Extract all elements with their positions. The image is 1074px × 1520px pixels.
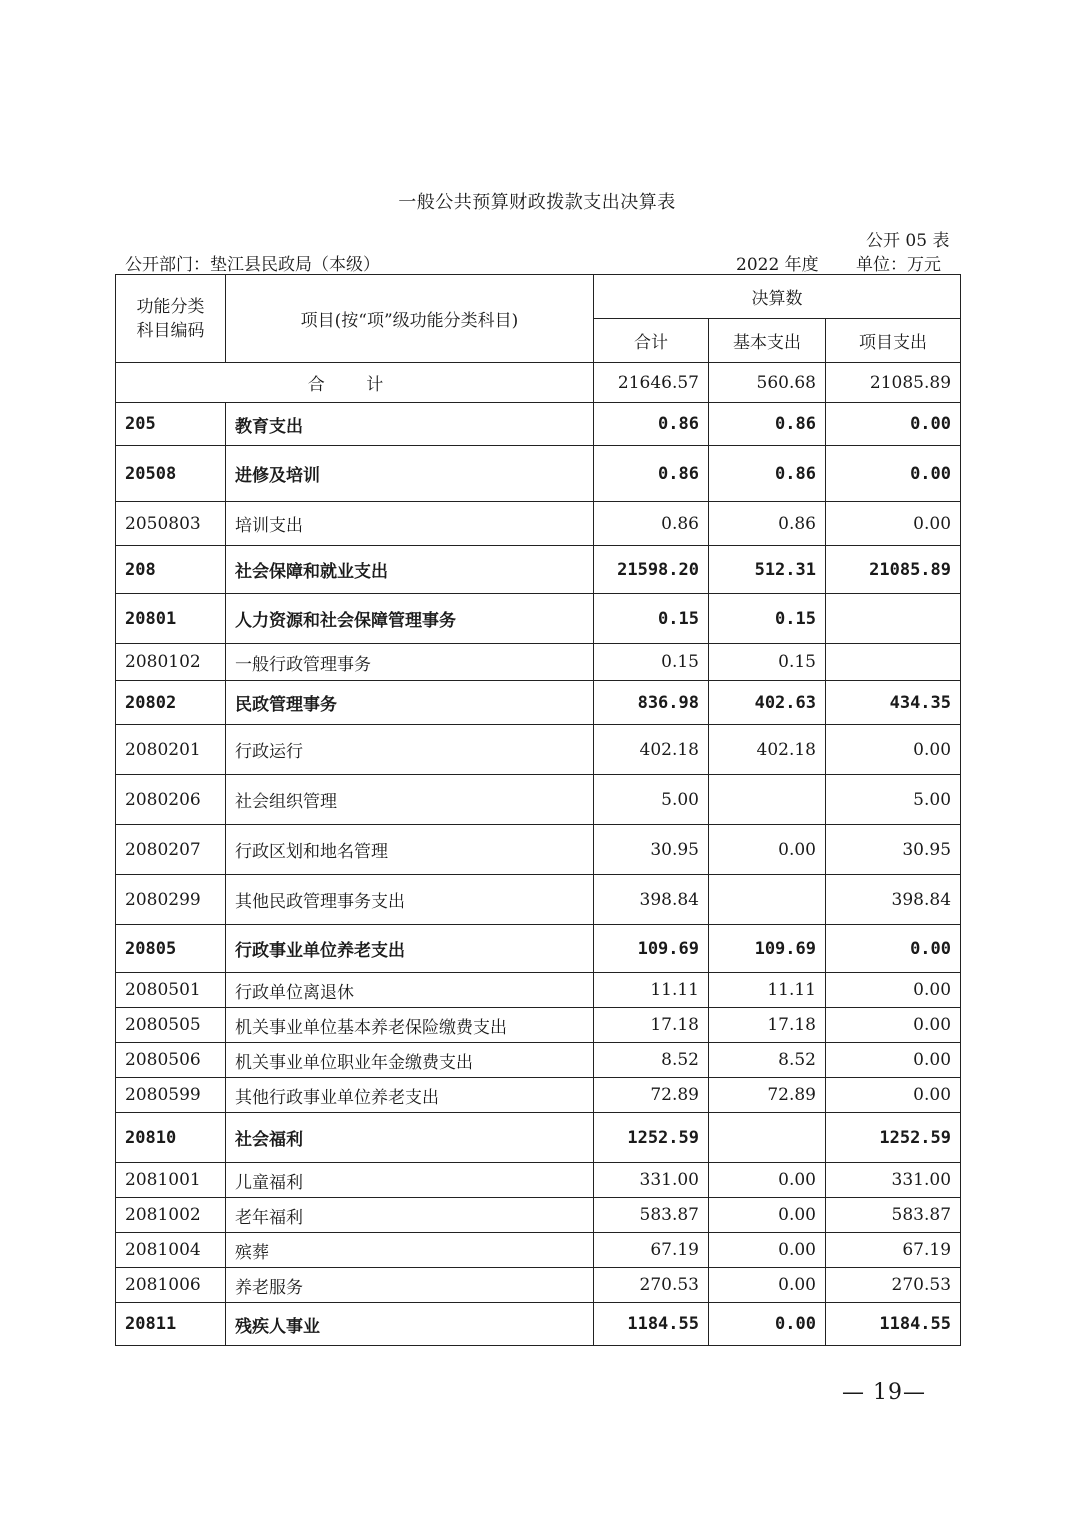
row-name: 进修及培训 <box>226 446 594 502</box>
row-project: 0.00 <box>826 502 961 546</box>
row-project: 434.35 <box>826 681 961 725</box>
row-total: 583.87 <box>594 1198 709 1233</box>
row-name: 老年福利 <box>226 1198 594 1233</box>
header-total: 合计 <box>594 319 709 363</box>
row-basic: 0.00 <box>709 1303 826 1346</box>
row-code: 2080506 <box>116 1043 226 1078</box>
table-row <box>116 775 961 825</box>
row-code: 208 <box>116 546 226 594</box>
row-name: 培训支出 <box>226 502 594 546</box>
row-name: 行政运行 <box>226 725 594 775</box>
header-basic: 基本支出 <box>709 319 826 363</box>
row-name: 机关事业单位基本养老保险缴费支出 <box>226 1008 594 1043</box>
header-project: 项目支出 <box>826 319 961 363</box>
department-label: 公开部门：垫江县民政局（本级） <box>125 255 380 275</box>
row-name: 养老服务 <box>226 1268 594 1303</box>
row-basic: 0.00 <box>709 1163 826 1198</box>
row-project: 30.95 <box>826 825 961 875</box>
row-total: 17.18 <box>594 1008 709 1043</box>
row-code: 2081001 <box>116 1163 226 1198</box>
row-code: 2080501 <box>116 973 226 1008</box>
header-code <box>116 275 226 363</box>
table-row <box>116 1303 961 1346</box>
row-basic: 402.63 <box>709 681 826 725</box>
row-project: 0.00 <box>826 1008 961 1043</box>
row-code: 2080207 <box>116 825 226 875</box>
header-item: 项目(按“项”级功能分类科目) <box>226 275 594 363</box>
total-total: 21646.57 <box>594 363 709 403</box>
row-basic: 402.18 <box>709 725 826 775</box>
row-project: 270.53 <box>826 1268 961 1303</box>
row-total: 836.98 <box>594 681 709 725</box>
table-row <box>116 644 961 681</box>
row-code: 20802 <box>116 681 226 725</box>
row-total: 72.89 <box>594 1078 709 1113</box>
row-total: 1184.55 <box>594 1303 709 1346</box>
table-row <box>116 825 961 875</box>
row-basic: 512.31 <box>709 546 826 594</box>
table-body <box>116 403 961 1346</box>
row-total: 67.19 <box>594 1233 709 1268</box>
table-row <box>116 1008 961 1043</box>
total-row <box>116 363 961 403</box>
row-basic: 0.00 <box>709 825 826 875</box>
row-name: 行政区划和地名管理 <box>226 825 594 875</box>
row-basic: 0.86 <box>709 403 826 446</box>
row-total: 0.86 <box>594 446 709 502</box>
table-row <box>116 594 961 644</box>
row-name: 殡葬 <box>226 1233 594 1268</box>
row-total: 5.00 <box>594 775 709 825</box>
table-row <box>116 446 961 502</box>
page-number: — 19— <box>842 1380 926 1405</box>
year-label: 2022 年度 <box>736 255 819 275</box>
unit-label: 单位：万元 <box>856 255 941 275</box>
row-project: 398.84 <box>826 875 961 925</box>
row-basic: 0.86 <box>709 446 826 502</box>
row-total: 109.69 <box>594 925 709 973</box>
row-project: 0.00 <box>826 925 961 973</box>
page-title: 一般公共预算财政拨款支出决算表 <box>398 192 676 213</box>
total-label: 合 计 <box>116 363 594 403</box>
table-row <box>116 1163 961 1198</box>
row-total: 0.86 <box>594 403 709 446</box>
row-code: 2080599 <box>116 1078 226 1113</box>
row-code: 20811 <box>116 1303 226 1346</box>
row-name: 行政单位离退休 <box>226 973 594 1008</box>
table-row <box>116 1233 961 1268</box>
row-basic <box>709 775 826 825</box>
table-row <box>116 502 961 546</box>
row-project: 1184.55 <box>826 1303 961 1346</box>
row-project: 67.19 <box>826 1233 961 1268</box>
table-row <box>116 1198 961 1233</box>
table-row <box>116 725 961 775</box>
total-project: 21085.89 <box>826 363 961 403</box>
budget-table <box>115 274 961 1346</box>
row-basic: 17.18 <box>709 1008 826 1043</box>
row-total: 8.52 <box>594 1043 709 1078</box>
row-project: 0.00 <box>826 1043 961 1078</box>
table-row <box>116 546 961 594</box>
row-basic <box>709 875 826 925</box>
header-row-1 <box>116 275 961 319</box>
row-name: 人力资源和社会保障管理事务 <box>226 594 594 644</box>
row-basic: 109.69 <box>709 925 826 973</box>
row-basic: 0.15 <box>709 594 826 644</box>
row-project: 0.00 <box>826 725 961 775</box>
row-code: 2080299 <box>116 875 226 925</box>
row-name: 社会保障和就业支出 <box>226 546 594 594</box>
row-project: 583.87 <box>826 1198 961 1233</box>
row-project: 5.00 <box>826 775 961 825</box>
table-row <box>116 1078 961 1113</box>
row-total: 0.15 <box>594 594 709 644</box>
total-basic: 560.68 <box>709 363 826 403</box>
row-basic: 72.89 <box>709 1078 826 1113</box>
row-name: 行政事业单位养老支出 <box>226 925 594 973</box>
table-row <box>116 681 961 725</box>
row-project: 0.00 <box>826 973 961 1008</box>
table-row <box>116 925 961 973</box>
row-name: 机关事业单位职业年金缴费支出 <box>226 1043 594 1078</box>
row-name: 其他民政管理事务支出 <box>226 875 594 925</box>
table-row <box>116 1268 961 1303</box>
row-basic: 0.00 <box>709 1233 826 1268</box>
row-basic: 0.86 <box>709 502 826 546</box>
row-code: 2081006 <box>116 1268 226 1303</box>
row-code: 2050803 <box>116 502 226 546</box>
row-basic: 0.15 <box>709 644 826 681</box>
table-row <box>116 1113 961 1163</box>
row-total: 270.53 <box>594 1268 709 1303</box>
row-project: 331.00 <box>826 1163 961 1198</box>
row-total: 0.86 <box>594 502 709 546</box>
header-settlement: 决算数 <box>594 275 961 319</box>
row-project <box>826 594 961 644</box>
row-total: 21598.20 <box>594 546 709 594</box>
row-total: 331.00 <box>594 1163 709 1198</box>
row-name: 残疾人事业 <box>226 1303 594 1346</box>
row-project: 1252.59 <box>826 1113 961 1163</box>
row-code: 2081002 <box>116 1198 226 1233</box>
row-code: 20810 <box>116 1113 226 1163</box>
row-total: 402.18 <box>594 725 709 775</box>
row-basic: 11.11 <box>709 973 826 1008</box>
row-basic: 0.00 <box>709 1198 826 1233</box>
row-code: 2080206 <box>116 775 226 825</box>
row-name: 一般行政管理事务 <box>226 644 594 681</box>
header-code-line2: 科目编码 <box>136 320 205 341</box>
form-number: 公开 05 表 <box>866 231 950 251</box>
row-code: 2081004 <box>116 1233 226 1268</box>
row-total: 1252.59 <box>594 1113 709 1163</box>
row-project: 0.00 <box>826 1078 961 1113</box>
row-total: 398.84 <box>594 875 709 925</box>
row-basic <box>709 1113 826 1163</box>
table-row <box>116 875 961 925</box>
row-project: 0.00 <box>826 403 961 446</box>
row-total: 11.11 <box>594 973 709 1008</box>
table-row <box>116 403 961 446</box>
row-code: 20801 <box>116 594 226 644</box>
table-row <box>116 973 961 1008</box>
row-name: 社会福利 <box>226 1113 594 1163</box>
row-name: 社会组织管理 <box>226 775 594 825</box>
row-project <box>826 644 961 681</box>
row-total: 0.15 <box>594 644 709 681</box>
row-name: 其他行政事业单位养老支出 <box>226 1078 594 1113</box>
row-basic: 0.00 <box>709 1268 826 1303</box>
row-total: 30.95 <box>594 825 709 875</box>
row-name: 民政管理事务 <box>226 681 594 725</box>
row-name: 教育支出 <box>226 403 594 446</box>
row-code: 20508 <box>116 446 226 502</box>
row-code: 205 <box>116 403 226 446</box>
row-code: 2080201 <box>116 725 226 775</box>
row-code: 20805 <box>116 925 226 973</box>
row-basic: 8.52 <box>709 1043 826 1078</box>
table-row <box>116 1043 961 1078</box>
row-project: 0.00 <box>826 446 961 502</box>
header-code-line1: 功能分类 <box>136 296 205 317</box>
row-project: 21085.89 <box>826 546 961 594</box>
row-code: 2080102 <box>116 644 226 681</box>
row-name: 儿童福利 <box>226 1163 594 1198</box>
row-code: 2080505 <box>116 1008 226 1043</box>
